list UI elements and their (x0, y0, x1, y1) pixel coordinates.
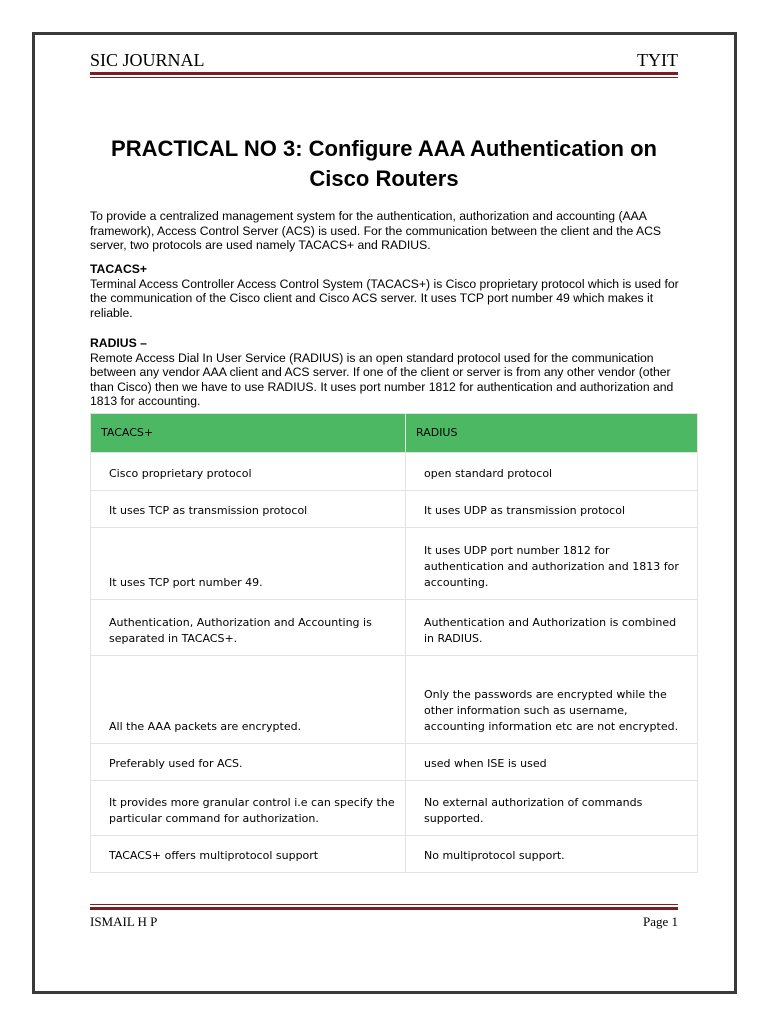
radius-body: Remote Access Dial In User Service (RADIUS) is an open standard protocol used for the communication between any vendor AAA client and ACS server. If one of the client or server is from any other vendor (other than Cisco) then we have to use RADIUS. It uses port number 1812 for authentication and authorization and 1813 for accounting. (90, 350, 674, 408)
page-footer (90, 914, 678, 930)
header-rule-thin (90, 77, 678, 78)
table-row (91, 781, 698, 836)
header-journal-title: SIC JOURNAL (90, 50, 205, 70)
table-cell: TACACS+ offers multiprotocol support (91, 836, 406, 873)
table-cell: No external authorization of commands supported. (406, 781, 698, 836)
table-cell: used when ISE is used (406, 744, 698, 781)
table-cell: It provides more granular control i.e can specify the particular command for authorization. (91, 781, 406, 836)
title-line-1: PRACTICAL NO 3: Configure AAA Authentication on (111, 136, 657, 161)
table-row (91, 836, 698, 873)
tacacs-heading: TACACS+ (90, 262, 147, 276)
table-row (91, 453, 698, 491)
radius-section (90, 336, 680, 409)
table-row (91, 528, 698, 600)
table-row (91, 656, 698, 744)
footer-rule (90, 907, 678, 910)
table-cell: Authentication and Authorization is combined in RADIUS. (406, 600, 698, 656)
table-cell: Cisco proprietary protocol (91, 453, 406, 491)
title-line-2: Cisco Routers (309, 166, 459, 191)
table-row (91, 744, 698, 781)
page-header (90, 50, 678, 71)
table-header-row (91, 414, 698, 453)
table-cell: Preferably used for ACS. (91, 744, 406, 781)
page-title (90, 134, 678, 194)
table-cell: It uses UDP port number 1812 for authentication and authorization and 1813 for accounting. (406, 528, 698, 600)
table-cell: It uses UDP as transmission protocol (406, 491, 698, 528)
header-class: TYIT (637, 50, 678, 70)
footer-author: ISMAIL H P (90, 914, 158, 929)
comparison-table (90, 413, 698, 873)
table-cell: No multiprotocol support. (406, 836, 698, 873)
table-cell: It uses TCP as transmission protocol (91, 491, 406, 528)
header-rule (90, 72, 678, 75)
table-cell: Only the passwords are encrypted while the other information such as username, accounting information etc are not encrypted. (406, 656, 698, 744)
radius-heading: RADIUS – (90, 336, 147, 350)
table-cell: Authentication, Authorization and Accounting is separated in TACACS+. (91, 600, 406, 656)
table-cell: It uses TCP port number 49. (91, 528, 406, 600)
tacacs-body: Terminal Access Controller Access Control System (TACACS+) is Cisco proprietary protocol which is used for the communication of the Cisco client and Cisco ACS server. It uses TCP port number 49 which makes it reliable. (90, 276, 679, 320)
footer-page-number: Page 1 (642, 914, 678, 929)
tacacs-section (90, 262, 680, 320)
table-row (91, 600, 698, 656)
table-row (91, 491, 698, 528)
footer-rule-thin (90, 904, 678, 905)
table-header-tacacs: TACACS+ (91, 414, 406, 453)
intro-paragraph: To provide a centralized management system for the authentication, authorization and accounting (AAA framework), Access Control Server (ACS) is used. For the communication between the client and the ACS server, two protocols are used namely TACACS+ and RADIUS. (90, 209, 662, 252)
table-cell: open standard protocol (406, 453, 698, 491)
table-cell: All the AAA packets are encrypted. (91, 656, 406, 744)
table-header-radius: RADIUS (406, 414, 698, 453)
